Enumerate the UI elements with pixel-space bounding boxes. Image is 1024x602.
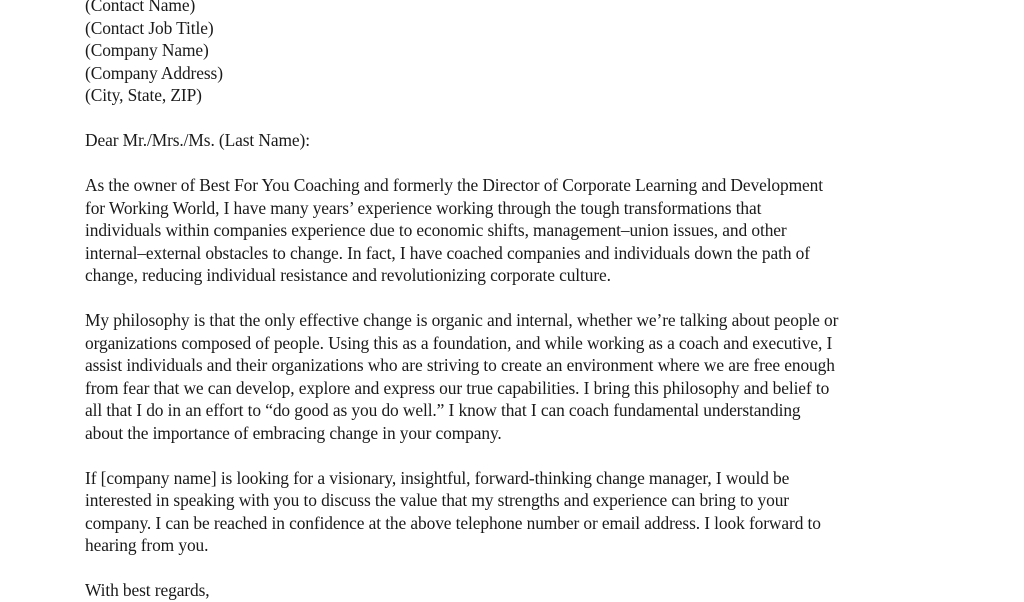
paragraph-line: If [company name] is looking for a visionary, insightful, forward-thinking change manager, I would be: [85, 467, 790, 488]
paragraph-line: organizations composed of people. Using this as a foundation, and while working as a coach and executive, I: [85, 332, 833, 353]
paragraph-philosophy: [85, 309, 1005, 444]
spacer: [85, 287, 1005, 310]
recipient-company-address: (Company Address): [85, 62, 223, 83]
salutation: Dear Mr./Mrs./Ms. (Last Name):: [85, 130, 310, 150]
recipient-company-name: (Company Name): [85, 40, 209, 60]
paragraph-line: from fear that we can develop, explore and express our true capabilities. I bring this philosophy and belief to: [85, 377, 830, 398]
spacer: [85, 152, 1005, 175]
letter-document: [85, 0, 1005, 602]
paragraph-line: assist individuals and their organizations who are striving to create an environment where we are free enough: [85, 355, 835, 375]
paragraph-line: internal–external obstacles to change. In fact, I have coached companies and individuals down the path of: [85, 242, 810, 263]
paragraph-line: hearing from you.: [85, 535, 209, 555]
paragraph-line: all that I do in an effort to “do good as you do well.” I know that I can coach fundamental understanding: [85, 400, 801, 420]
paragraph-line: As the owner of Best For You Coaching and formerly the Director of Corporate Learning and Development: [85, 175, 823, 195]
recipient-city-state-zip: (City, State, ZIP): [85, 85, 202, 105]
paragraph-line: company. I can be reached in confidence at the above telephone number or email address. I look forward to: [85, 512, 821, 533]
paragraph-introduction: [85, 174, 1005, 287]
paragraph-line: about the importance of embracing change in your company.: [85, 422, 502, 443]
paragraph-line: interested in speaking with you to discuss the value that my strengths and experience can bring to your: [85, 490, 789, 510]
spacer: [85, 557, 1005, 580]
paragraph-line: individuals within companies experience due to economic shifts, management–union issues, and other: [85, 220, 787, 240]
recipient-job-title: (Contact Job Title): [85, 17, 214, 38]
paragraph-line: My philosophy is that the only effective change is organic and internal, whether we’re talking about people or: [85, 310, 839, 330]
recipient-address-block: [85, 0, 1005, 107]
paragraph-line: for Working World, I have many years’ experience working through the tough transformations that: [85, 197, 762, 218]
paragraph-call-to-action: [85, 467, 1005, 557]
closing-partial: With best regards,: [85, 580, 210, 600]
spacer: [85, 107, 1005, 130]
recipient-contact-name: (Contact Name): [85, 0, 196, 15]
paragraph-line: change, reducing individual resistance and revolutionizing corporate culture.: [85, 265, 611, 285]
spacer: [85, 444, 1005, 467]
